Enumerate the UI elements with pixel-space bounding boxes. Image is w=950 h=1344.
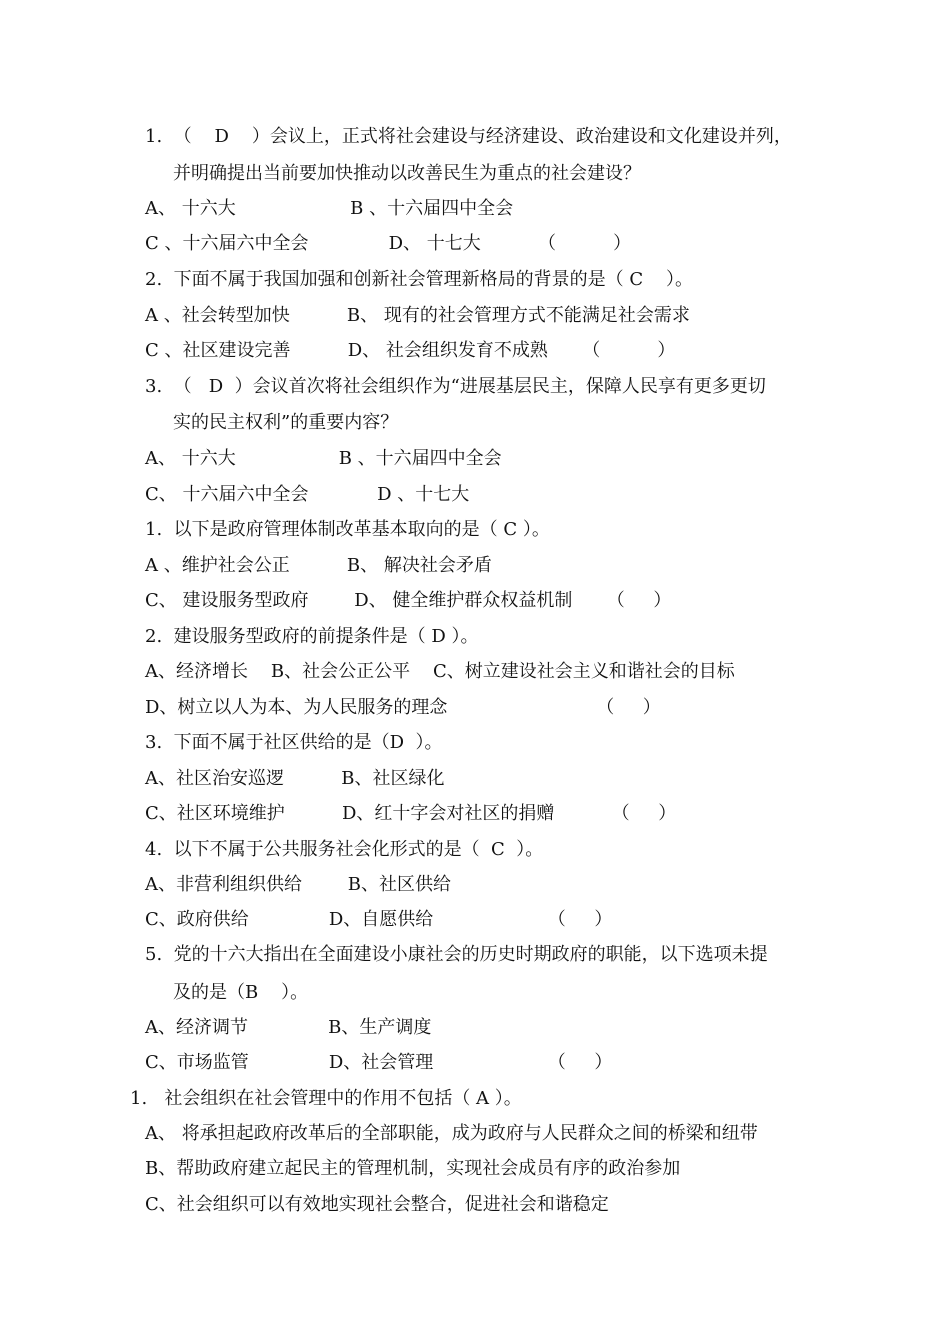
question-7-options-cd: C、政府供给 D、自愿供给 （ ） [145, 909, 613, 930]
question-5-line-1: 2. 建设服务型政府的前提条件是（ D ）。 [145, 626, 479, 647]
question-6-options-ab: A、社区治安巡逻 B、社区绿化 [145, 768, 445, 789]
question-5-option-d: D、树立以人为本、为人民服务的理念 （ ） [145, 697, 661, 718]
question-8-options-ab: A、经济调节 B、生产调度 [145, 1017, 432, 1038]
question-7-options-ab: A、非营利组织供给 B、社区供给 [145, 874, 451, 895]
question-3-line-2: 实的民主权利”的重要内容？ [173, 412, 399, 433]
question-1-options-ab: A、 十六大 B 、十六届四中全会 [145, 198, 514, 219]
question-8-line-1: 5. 党的十六大指出在全面建设小康社会的历史时期政府的职能，以下选项未提 [145, 944, 768, 965]
question-6-options-cd: C、社区环境维护 D、红十字会对社区的捐赠 （ ） [145, 803, 677, 824]
question-1-line-2: 并明确提出当前要加快推动以改善民生为重点的社会建设？ [173, 163, 641, 184]
question-8-line-2: 及的是（B ）。 [173, 982, 309, 1003]
question-9-line-1: 1. 社会组织在社会管理中的作用不包括（ A ）。 [130, 1088, 522, 1109]
question-9-option-b: B、帮助政府建立起民主的管理机制，实现社会成员有序的政治参加 [145, 1158, 681, 1179]
question-2-options-ab: A 、社会转型加快 B、 现有的社会管理方式不能满足社会需求 [145, 305, 690, 326]
question-4-options-ab: A 、维护社会公正 B、 解决社会矛盾 [145, 555, 492, 576]
question-1-options-cd: C 、十六届六中全会 D、 十七大 （ ） [145, 233, 632, 254]
question-9-option-c: C、社会组织可以有效地实现社会整合，促进社会和谐稳定 [145, 1194, 609, 1215]
question-9-option-a: A、 将承担起政府改革后的全部职能，成为政府与人民群众之间的桥梁和纽带 [145, 1123, 758, 1144]
question-4-line-1: 1. 以下是政府管理体制改革基本取向的是（ C ）。 [145, 519, 550, 540]
question-5-options-abc: A、经济增长 B、社会公正公平 C、树立建设社会主义和谐社会的目标 [145, 661, 735, 682]
question-6-line-1: 3. 下面不属于社区供给的是（D ）。 [145, 732, 443, 753]
question-8-options-cd: C、市场监管 D、社会管理 （ ） [145, 1052, 613, 1073]
question-3-options-ab: A、 十六大 B 、十六届四中全会 [145, 448, 502, 469]
question-3-options-cd: C、 十六届六中全会 D 、十七大 [145, 484, 470, 505]
question-3-line-1: 3. （ D ）会议首次将社会组织作为“进展基层民主，保障人民享有更多更切 [145, 376, 766, 397]
question-4-options-cd: C、 建设服务型政府 D、 健全维护群众权益机制 （ ） [145, 590, 672, 611]
question-1-line-1: 1. （ D ）会议上，正式将社会建设与经济建设、政治建设和文化建设并列， [145, 126, 792, 147]
question-2-line-1: 2. 下面不属于我国加强和创新社会管理新格局的背景的是（ C ）。 [145, 269, 693, 290]
question-2-options-cd: C 、社区建设完善 D、 社会组织发育不成熟 （ ） [145, 340, 676, 361]
question-7-line-1: 4. 以下不属于公共服务社会化形式的是（ C ）。 [145, 839, 544, 860]
